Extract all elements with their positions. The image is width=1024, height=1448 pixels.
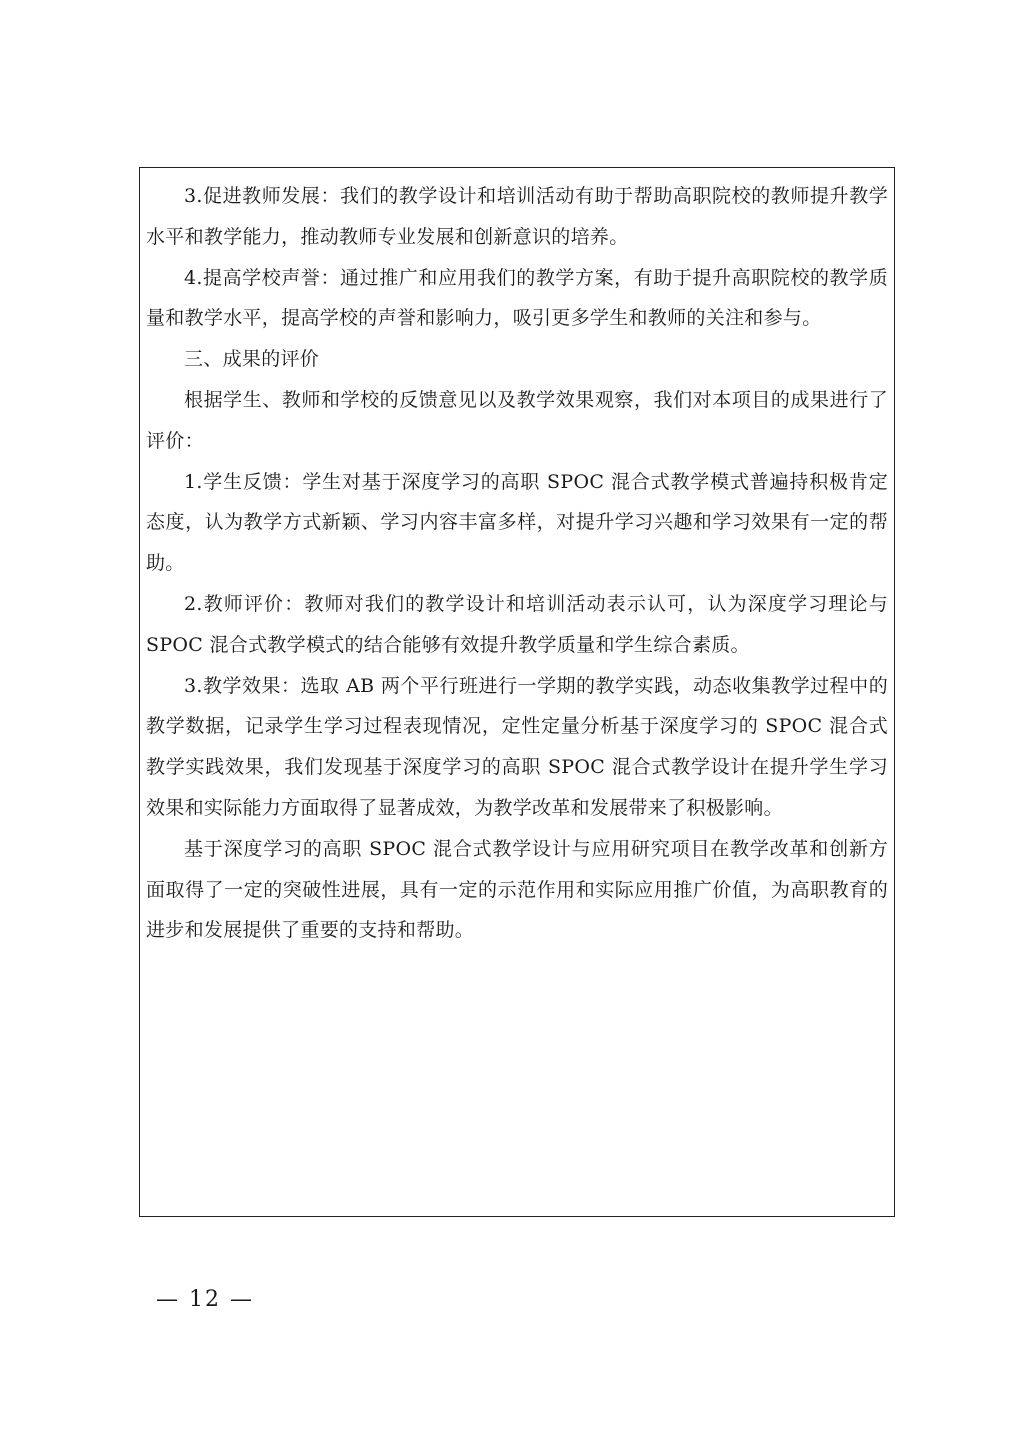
paragraph-student-feedback: 1.学生反馈：学生对基于深度学习的高职 SPOC 混合式教学模式普遍持积极肯定态度，认为教学方式新颖、学习内容丰富多样，对提升学习兴趣和学习效果有一定的帮助。 <box>146 470 888 575</box>
paragraph-school-reputation: 4.提高学校声誉：通过推广和应用我们的教学方案，有助于提升高职院校的教学质量和教学水平，提高学校的声誉和影响力，吸引更多学生和教师的关注和参与。 <box>146 266 888 330</box>
page-number: — 12 — <box>156 1287 254 1312</box>
document-body <box>146 176 888 951</box>
paragraph-teaching-effect: 3.教学效果：选取 AB 两个平行班进行一学期的教学实践，动态收集教学过程中的教学数据，记录学生学习过程表现情况，定性定量分析基于深度学习的 SPOC 混合式教学实践效果，我们发现基于深度学习的高职 SPOC 混合式教学设计在提升学生学习效果和实际能力方面取得了显著成效，为教学改革和发展带来了积极影响。 <box>146 674 888 819</box>
section-heading-evaluation: 三、成果的评价 <box>184 348 320 371</box>
paragraph-teacher-evaluation: 2.教师评价：教师对我们的教学设计和培训活动表示认可，认为深度学习理论与 SPOC 混合式教学模式的结合能够有效提升教学质量和学生综合素质。 <box>146 592 888 656</box>
paragraph-conclusion: 基于深度学习的高职 SPOC 混合式教学设计与应用研究项目在教学改革和创新方面取得了一定的突破性进展，具有一定的示范作用和实际应用推广价值，为高职教育的进步和发展提供了重要的支持和帮助。 <box>146 837 888 942</box>
paragraph-teacher-development: 3.促进教师发展：我们的教学设计和培训活动有助于帮助高职院校的教师提升教学水平和教学能力，推动教师专业发展和创新意识的培养。 <box>146 185 888 248</box>
paragraph-evaluation-intro: 根据学生、教师和学校的反馈意见以及教学效果观察，我们对本项目的成果进行了评价： <box>146 388 888 452</box>
